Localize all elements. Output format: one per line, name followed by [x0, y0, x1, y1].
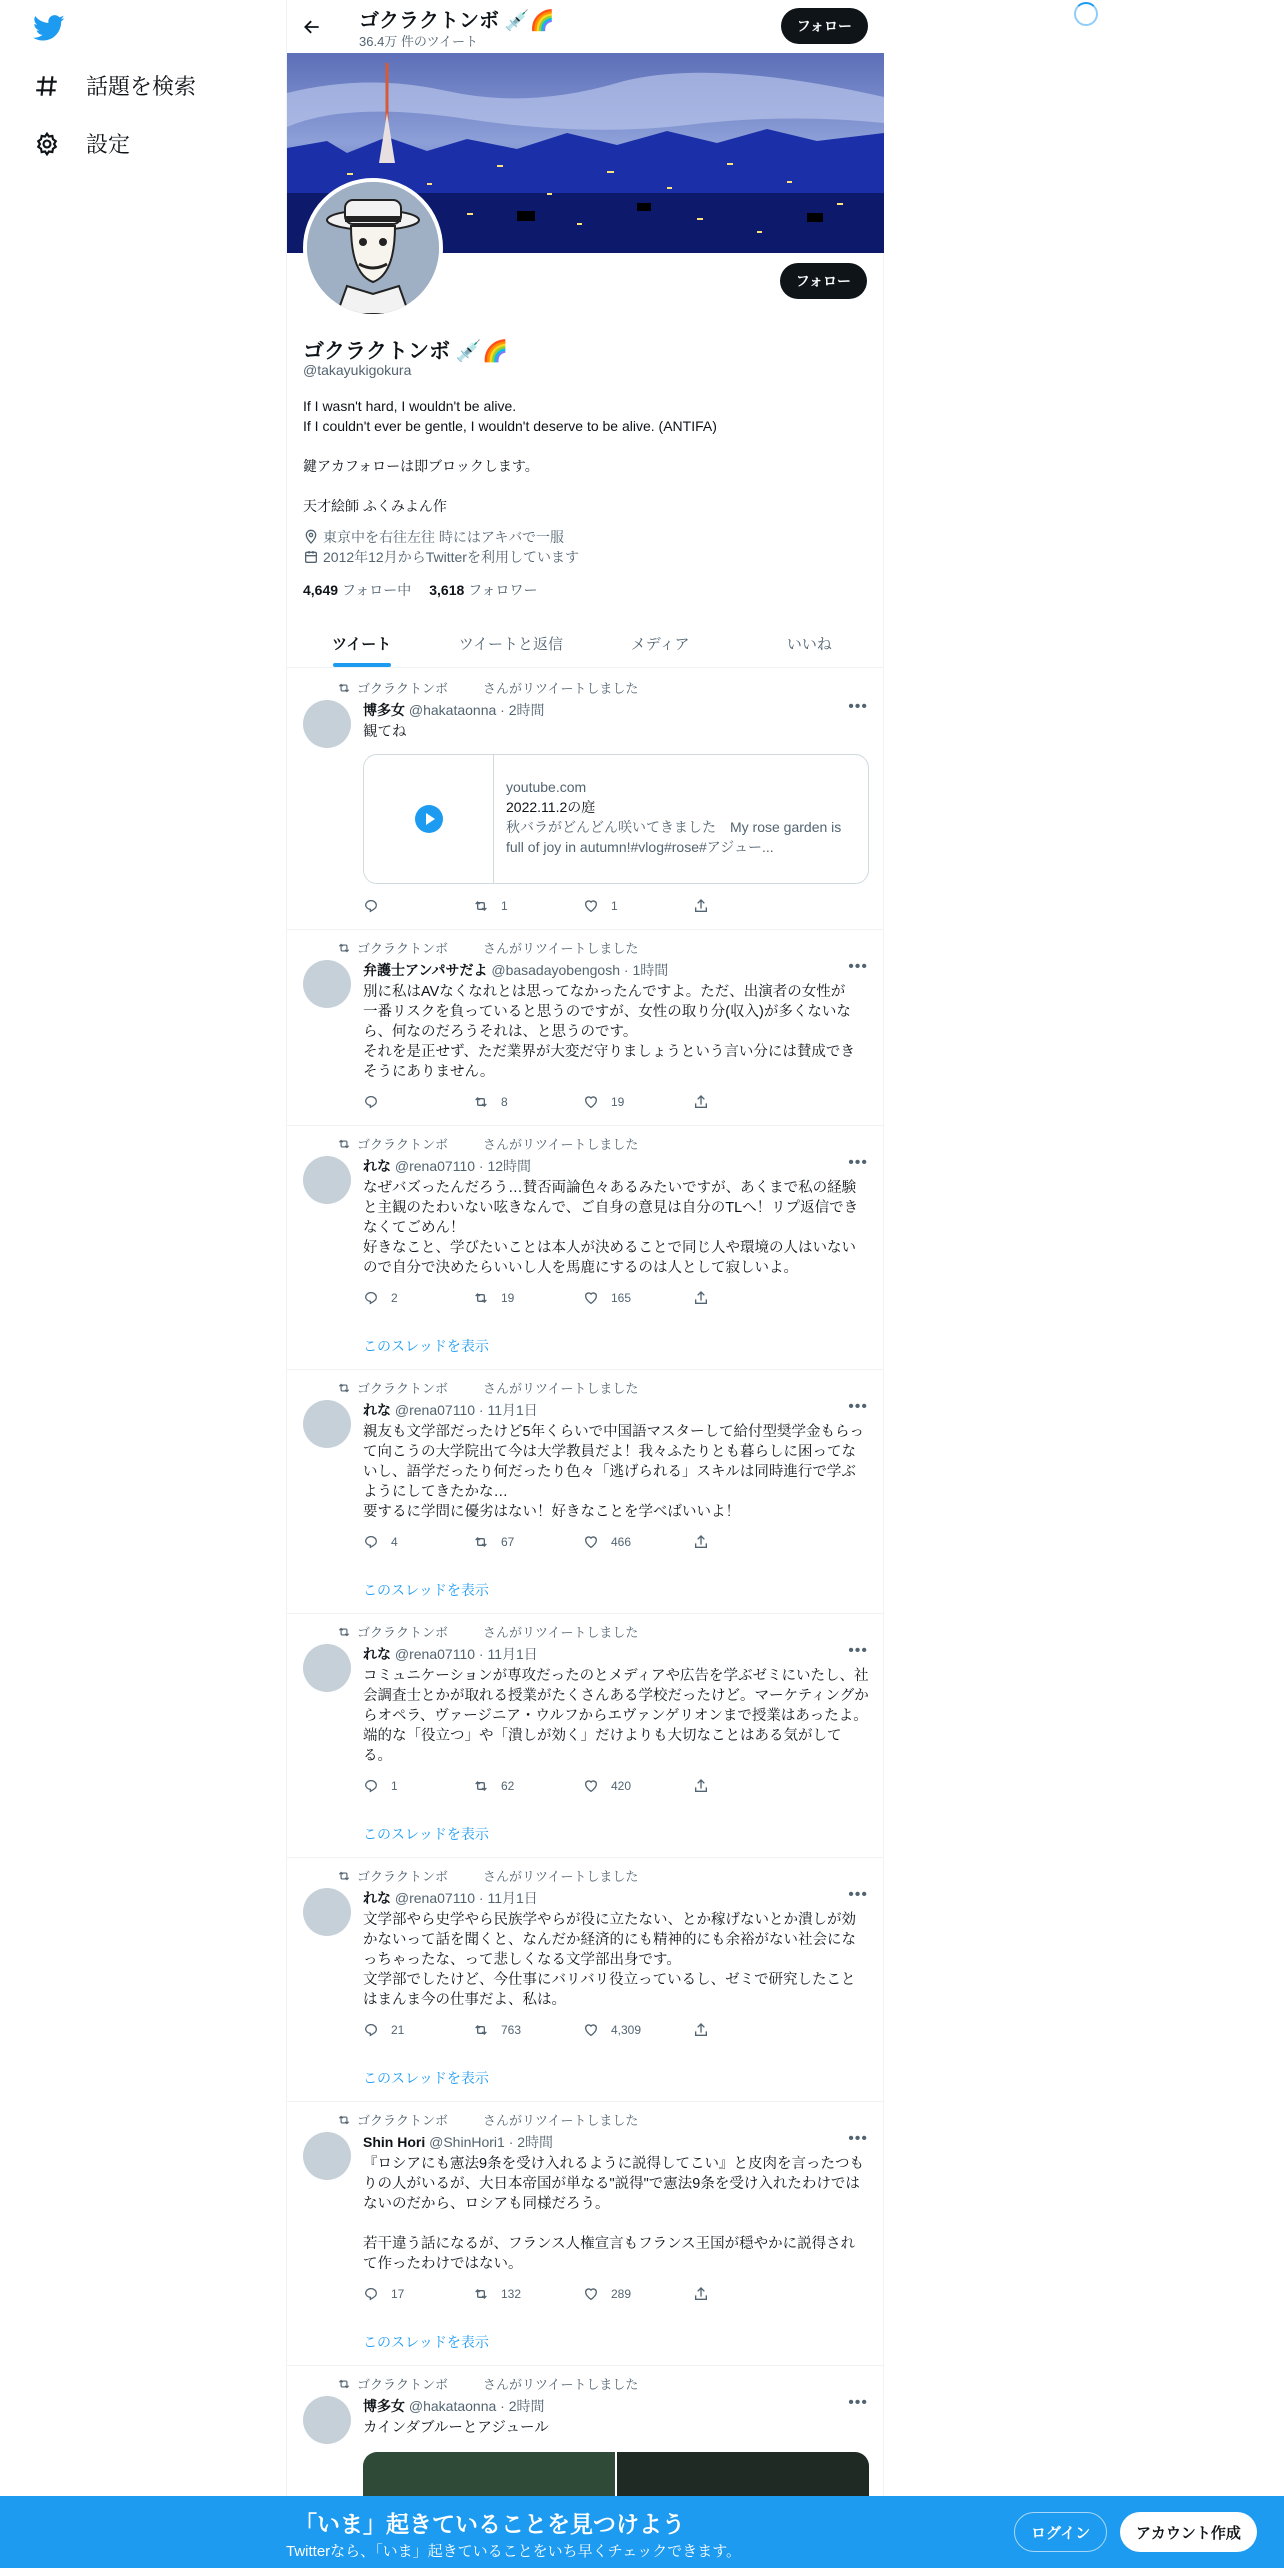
tweet-header	[363, 700, 545, 720]
tweet-header	[363, 1156, 531, 1176]
tweet-text	[363, 1422, 869, 1522]
location-pin-icon	[303, 529, 319, 545]
retweeter-name[interactable]: ゴクラクトンボ	[357, 681, 449, 696]
like-button[interactable]	[583, 1290, 693, 1306]
bio-line: 天才絵師 ふくみよん作	[303, 498, 447, 514]
follow-button[interactable]: フォロー	[780, 263, 867, 299]
retweet-count: 67	[501, 1535, 515, 1549]
share-icon	[693, 2022, 709, 2038]
reply-icon	[363, 2286, 379, 2302]
author-name[interactable]: れな	[363, 1646, 391, 1662]
tweet-line: 好きなこと、学びたいことは本人が決めることで同じ人や環境の人はいないので自分で決めたらいいし人を馬鹿にするのは人として寂しいよ。	[363, 1240, 856, 1276]
reply-count: 17	[391, 2287, 405, 2301]
tweet-line: 『ロシアにも憲法9条を受け入れるように説得してこい』と皮肉を言ったつもりの人がいるが、大日本帝国が単なる"説得"で憲法9条を受け入れたわけではないのだから、ロシアも同様だろう。	[363, 2156, 865, 2212]
bio-line: If I wasn't hard, I wouldn't be alive.	[303, 398, 517, 414]
tweet-line: 文学部でしたけど、今仕事にバリバリ役立っているし、ゼミで研究したことはまんま今の仕事だよ、私は。	[363, 1972, 856, 2008]
retweet-indicator	[337, 1378, 638, 1397]
header-follow-button[interactable]: フォロー	[781, 8, 868, 44]
tweet[interactable]	[287, 1126, 884, 1370]
author-name[interactable]: 弁護士アンパサだよ	[363, 962, 488, 978]
avatar[interactable]	[303, 960, 351, 1008]
tweet-header	[363, 960, 668, 980]
show-thread-link[interactable]: このスレッドを表示	[363, 1338, 489, 1354]
heart-icon	[583, 898, 599, 914]
retweet-suffix: さんがリツイートしました	[483, 1137, 639, 1152]
nav-settings[interactable]	[34, 128, 130, 159]
retweet-suffix: さんがリツイートしました	[483, 681, 639, 696]
profile-avatar[interactable]	[303, 178, 443, 318]
retweet-suffix: さんがリツイートしました	[483, 1381, 639, 1396]
author-handle-time[interactable]: @hakataonna · 2時間	[408, 2398, 545, 2414]
tweet[interactable]	[287, 2102, 884, 2366]
reply-button[interactable]	[363, 1290, 473, 1306]
retweeter-name[interactable]: ゴクラクトンボ	[357, 1137, 449, 1152]
retweet-count: 763	[501, 2023, 522, 2037]
share-button[interactable]	[693, 2022, 803, 2038]
tweet-text	[363, 722, 869, 742]
like-count: 4,309	[611, 2023, 642, 2037]
tweet-line: 別に私はAVなくなれとは思ってなかったんですよ。ただ、出演者の女性が	[363, 984, 846, 1000]
reply-button[interactable]	[363, 1534, 473, 1550]
tweet-header	[363, 1400, 538, 1420]
header-tweet-count: 36.4万 件のツイート	[359, 34, 479, 49]
author-name[interactable]: れな	[363, 1890, 391, 1906]
reply-count: 1	[391, 1779, 398, 1793]
reply-button[interactable]	[363, 1094, 473, 1110]
retweeter-name[interactable]: ゴクラクトンボ	[357, 1381, 449, 1396]
bio-line: If I couldn't ever be gentle, I wouldn't deserve to be alive. (ANTIFA)	[303, 418, 717, 434]
author-handle-time[interactable]: @rena07110 · 12時間	[394, 1158, 532, 1174]
followers-link[interactable]	[429, 580, 537, 600]
tweet-actions	[363, 2286, 803, 2302]
card-text	[494, 755, 868, 883]
tab-tweets[interactable]: ツイート	[287, 620, 436, 667]
card-description: 秋バラがどんどん咲いてきました My rose garden is full of joy in autumn!#vlog#rose#アジュー...	[506, 819, 842, 855]
retweet-icon	[473, 1534, 489, 1550]
card-title: 2022.11.2の庭	[506, 799, 596, 815]
author-handle-time[interactable]: @hakataonna · 2時間	[408, 702, 545, 718]
author-handle-time[interactable]: @rena07110 · 11月1日	[394, 1890, 538, 1906]
retweeter-name[interactable]: ゴクラクトンボ	[357, 1625, 449, 1640]
twitter-logo-icon[interactable]	[30, 12, 68, 44]
card-thumbnail	[364, 755, 494, 883]
more-options-icon[interactable]: •••	[848, 1398, 868, 1415]
heart-icon	[583, 1534, 599, 1550]
retweet-count: 62	[501, 1779, 515, 1793]
retweet-icon	[337, 1869, 351, 1883]
following-label: フォロー中	[341, 582, 412, 598]
share-button[interactable]	[693, 1778, 803, 1794]
tweet[interactable]	[287, 1858, 884, 2102]
author-handle-time[interactable]: @rena07110 · 11月1日	[394, 1402, 538, 1418]
retweet-suffix: さんがリツイートしました	[483, 1625, 639, 1640]
tweet-line: 一番リスクを負っていると思うのですが、女性の取り分(収入)が多くないなら、何なのだろうそれは、と思うのです。	[363, 1004, 851, 1040]
tweet[interactable]	[287, 1370, 884, 1614]
retweet-icon	[473, 1094, 489, 1110]
tweet-text	[363, 982, 869, 1082]
retweet-button[interactable]	[473, 898, 583, 914]
tweet[interactable]	[287, 1614, 884, 1858]
retweet-button[interactable]	[473, 1534, 583, 1550]
tab-media[interactable]: メディア	[630, 636, 690, 653]
retweet-icon	[473, 2022, 489, 2038]
reply-count: 21	[391, 2023, 405, 2037]
retweet-icon	[337, 1381, 351, 1395]
retweet-suffix: さんがリツイートしました	[483, 2113, 639, 2128]
like-button[interactable]	[583, 2022, 693, 2038]
reply-count: 2	[391, 1291, 398, 1305]
tweet-actions	[363, 2022, 803, 2038]
tweet[interactable]	[287, 668, 884, 930]
share-icon	[693, 2286, 709, 2302]
retweet-button[interactable]	[473, 2022, 583, 2038]
signup-banner	[0, 2496, 1284, 2568]
profile-header-bar	[287, 0, 884, 53]
tweet-actions	[363, 1290, 803, 1306]
tweet-actions	[363, 898, 803, 914]
retweeter-name[interactable]: ゴクラクトンボ	[357, 2377, 449, 2392]
heart-icon	[583, 1778, 599, 1794]
avatar[interactable]	[303, 2396, 351, 2444]
retweet-icon	[337, 2377, 351, 2391]
arrow-left-icon	[302, 17, 322, 37]
retweet-count: 19	[501, 1291, 515, 1305]
bio-line	[303, 436, 868, 456]
retweet-suffix: さんがリツイートしました	[483, 941, 639, 956]
share-icon	[693, 898, 709, 914]
share-button[interactable]	[693, 1290, 803, 1306]
avatar[interactable]	[303, 700, 351, 748]
reply-icon	[363, 1094, 379, 1110]
tweet-actions	[363, 1094, 803, 1110]
profile-column	[286, 0, 884, 2568]
retweet-suffix: さんがリツイートしました	[483, 2377, 639, 2392]
share-icon	[693, 1290, 709, 1306]
share-button[interactable]	[693, 1094, 803, 1110]
retweet-icon	[337, 1625, 351, 1639]
retweet-button[interactable]	[473, 1094, 583, 1110]
tweet-actions	[363, 1778, 803, 1794]
retweeter-name[interactable]: ゴクラクトンボ	[357, 1869, 449, 1884]
reply-icon	[363, 1778, 379, 1794]
avatar[interactable]	[303, 1156, 351, 1204]
share-button[interactable]	[693, 1534, 803, 1550]
more-options-icon[interactable]: •••	[848, 1886, 868, 1903]
more-options-icon[interactable]: •••	[848, 2394, 868, 2411]
retweet-icon	[337, 2113, 351, 2127]
nav-settings-label: 設定	[86, 132, 131, 157]
retweet-indicator	[337, 938, 638, 957]
retweet-indicator	[337, 1134, 638, 1153]
hashtag-icon	[34, 73, 60, 99]
retweet-button[interactable]	[473, 1778, 583, 1794]
tweet-header	[363, 2132, 553, 2152]
profile-display-name: ゴクラクトンボ 💉🌈	[303, 340, 509, 363]
share-button[interactable]	[693, 2286, 803, 2302]
author-name[interactable]: 博多女	[363, 702, 405, 718]
retweet-icon	[337, 941, 351, 955]
heart-icon	[583, 2022, 599, 2038]
retweet-icon	[473, 2286, 489, 2302]
bio-line	[303, 476, 868, 496]
reply-button[interactable]	[363, 2022, 473, 2038]
show-thread-link[interactable]: このスレッドを表示	[363, 2070, 489, 2086]
signup-button[interactable]: アカウント作成	[1120, 2512, 1257, 2552]
share-button[interactable]	[693, 898, 803, 914]
more-options-icon[interactable]: •••	[848, 1154, 868, 1171]
reply-icon	[363, 898, 379, 914]
reply-icon	[363, 1534, 379, 1550]
profile-tabs	[287, 620, 884, 668]
avatar-image	[307, 182, 439, 314]
reply-button[interactable]	[363, 2286, 473, 2302]
show-thread-link[interactable]: このスレッドを表示	[363, 2334, 489, 2350]
author-handle-time[interactable]: @ShinHori1 · 2時間	[429, 2134, 554, 2150]
avatar[interactable]	[303, 1400, 351, 1448]
tweet-actions	[363, 1534, 803, 1550]
nav-explore[interactable]	[34, 70, 196, 101]
tweet-text	[363, 1910, 869, 2010]
share-icon	[693, 1778, 709, 1794]
profile-joined	[303, 547, 579, 567]
tweet-line: 要するに学問に優劣はない！好きなことを学べばいいよ！	[363, 1504, 740, 1520]
tweet-line: 文学部やら史学やら民族学やらが役に立たない、とか稼げないとか潰しが効かないって話を聞くと、なんだか経済的にも精神的にも余裕がない社会になっちゃったな、って悲しくなる文学部出身です。	[363, 1912, 856, 1968]
tweet-header	[363, 2396, 545, 2416]
tab-tweets-replies[interactable]: ツイートと返信	[458, 636, 563, 653]
retweeter-name[interactable]: ゴクラクトンボ	[357, 2113, 449, 2128]
show-thread-link[interactable]: このスレッドを表示	[363, 1826, 489, 1842]
retweet-icon	[473, 1778, 489, 1794]
profile-location	[303, 527, 564, 547]
retweet-count: 8	[501, 1095, 508, 1109]
share-icon	[693, 1534, 709, 1550]
nav-explore-label: 話題を検索	[86, 74, 197, 99]
login-button[interactable]: ログイン	[1014, 2512, 1107, 2552]
tweet-line	[363, 2214, 869, 2234]
author-name[interactable]: 博多女	[363, 2398, 405, 2414]
following-count: 4,649	[303, 582, 339, 598]
loading-spinner-icon	[1074, 2, 1098, 26]
like-button[interactable]	[583, 1778, 693, 1794]
tweet-line: 親友も文学部だったけど5年くらいで中国語マスターして給付型奨学金もらって向こうの大学院出て今は大学教員だよ！我々ふたりとも暮らしに困ってないし、語学だったり何だったり色々「逃げられる」スキルは同時進行で学ぶようにしてきたかな…	[363, 1424, 865, 1500]
retweet-icon	[337, 681, 351, 695]
author-handle-time[interactable]: @rena07110 · 11月1日	[394, 1646, 538, 1662]
more-options-icon[interactable]: •••	[848, 698, 868, 715]
like-count: 420	[611, 1779, 632, 1793]
followers-label: フォロワー	[468, 582, 538, 598]
tweet-line: カインダブルーとアジュール	[363, 2420, 549, 2436]
like-count: 1	[611, 899, 618, 913]
tweet-line: なぜバズったんだろう…賛否両論色々あるみたいですが、あくまで私の経験と主観のたわいない呟きなんで、ご自身の意見は自分のTLへ！リプ返信できなくてごめん！	[363, 1180, 859, 1236]
tweet-text	[363, 2154, 869, 2274]
more-options-icon[interactable]: •••	[848, 1642, 868, 1659]
tweet-text	[363, 1666, 869, 1766]
profile-bio	[303, 396, 868, 516]
avatar[interactable]	[303, 2132, 351, 2180]
back-button[interactable]	[297, 12, 327, 42]
show-thread-link[interactable]: このスレッドを表示	[363, 1582, 489, 1598]
like-count: 19	[611, 1095, 625, 1109]
author-name[interactable]: Shin Hori	[363, 2134, 426, 2150]
banner-subtitle: Twitterなら、「いま」起きていることをいち早くチェックできます。	[286, 2543, 742, 2560]
calendar-icon	[303, 549, 319, 565]
avatar[interactable]	[303, 1644, 351, 1692]
profile-stats	[303, 580, 538, 600]
reply-button[interactable]	[363, 898, 473, 914]
joined-text: 2012年12月からTwitterを利用しています	[323, 549, 579, 565]
retweet-icon	[473, 898, 489, 914]
tweet-line: コミュニケーションが専攻だったのとメディアや広告を学ぶゼミにいたし、社会調査士とかが取れる授業がたくさんある学校だったけど。マーケティングからオペラ、ヴァージニア・ウルフからエヴァンゲリオンまで授業はあったよ。端的な「役立つ」や「潰しが効く」だけよりも大切なことはある気がしてる。	[363, 1668, 869, 1764]
followers-count: 3,618	[429, 582, 465, 598]
author-name[interactable]: れな	[363, 1402, 391, 1418]
retweet-button[interactable]	[473, 1290, 583, 1306]
like-button[interactable]	[583, 2286, 693, 2302]
tweet[interactable]	[287, 930, 884, 1126]
retweet-indicator	[337, 678, 638, 697]
retweet-indicator	[337, 1866, 638, 1885]
banner-title: 「いま」起きていることを見つけよう	[294, 2511, 685, 2537]
tweet-text	[363, 2418, 869, 2438]
retweet-count: 132	[501, 2287, 522, 2301]
tab-likes[interactable]: いいね	[786, 636, 832, 653]
tweet-header	[363, 1644, 538, 1664]
following-link[interactable]	[303, 580, 411, 600]
tweet-line: 若干違う話になるが、フランス人権宣言もフランス王国が穏やかに説得されて作ったわけではない。	[363, 2236, 856, 2272]
link-card[interactable]	[363, 754, 869, 884]
retweet-button[interactable]	[473, 2286, 583, 2302]
tweet-header	[363, 1888, 538, 1908]
reply-icon	[363, 1290, 379, 1306]
heart-icon	[583, 1290, 599, 1306]
reply-icon	[363, 2022, 379, 2038]
like-count: 289	[611, 2287, 632, 2301]
card-domain: youtube.com	[506, 779, 587, 795]
like-button[interactable]	[583, 1534, 693, 1550]
tweet-line: それを是正せず、ただ業界が大変だ守りましょうという言い分には賛成できそうにありません。	[363, 1044, 855, 1080]
author-handle-time[interactable]: @basadayobengosh · 1時間	[491, 962, 669, 978]
like-button[interactable]	[583, 1094, 693, 1110]
retweet-indicator	[337, 2374, 638, 2393]
more-options-icon[interactable]: •••	[848, 958, 868, 975]
retweet-indicator	[337, 1622, 638, 1641]
location-text: 東京中を右往左往 時にはアキバで一服	[323, 529, 565, 545]
retweet-icon	[337, 1137, 351, 1151]
profile-handle: @takayukigokura	[303, 362, 412, 378]
author-name[interactable]: れな	[363, 1158, 391, 1174]
retweet-indicator	[337, 2110, 638, 2129]
gear-icon	[34, 131, 60, 157]
bio-line: 鍵アカフォローは即ブロックします。	[303, 458, 539, 474]
reply-count: 4	[391, 1535, 398, 1549]
like-count: 165	[611, 1291, 632, 1305]
avatar[interactable]	[303, 1888, 351, 1936]
more-options-icon[interactable]: •••	[848, 2130, 868, 2147]
header-profile-name: ゴクラクトンボ 💉🌈	[359, 10, 555, 32]
retweet-icon	[473, 1290, 489, 1306]
heart-icon	[583, 1094, 599, 1110]
tweet-line: 観てね	[363, 724, 407, 740]
reply-button[interactable]	[363, 1778, 473, 1794]
play-icon	[414, 804, 444, 834]
like-count: 466	[611, 1535, 632, 1549]
retweet-count: 1	[501, 899, 508, 913]
retweeter-name[interactable]: ゴクラクトンボ	[357, 941, 449, 956]
tweet-text	[363, 1178, 869, 1278]
retweet-suffix: さんがリツイートしました	[483, 1869, 639, 1884]
heart-icon	[583, 2286, 599, 2302]
like-button[interactable]	[583, 898, 693, 914]
share-icon	[693, 1094, 709, 1110]
